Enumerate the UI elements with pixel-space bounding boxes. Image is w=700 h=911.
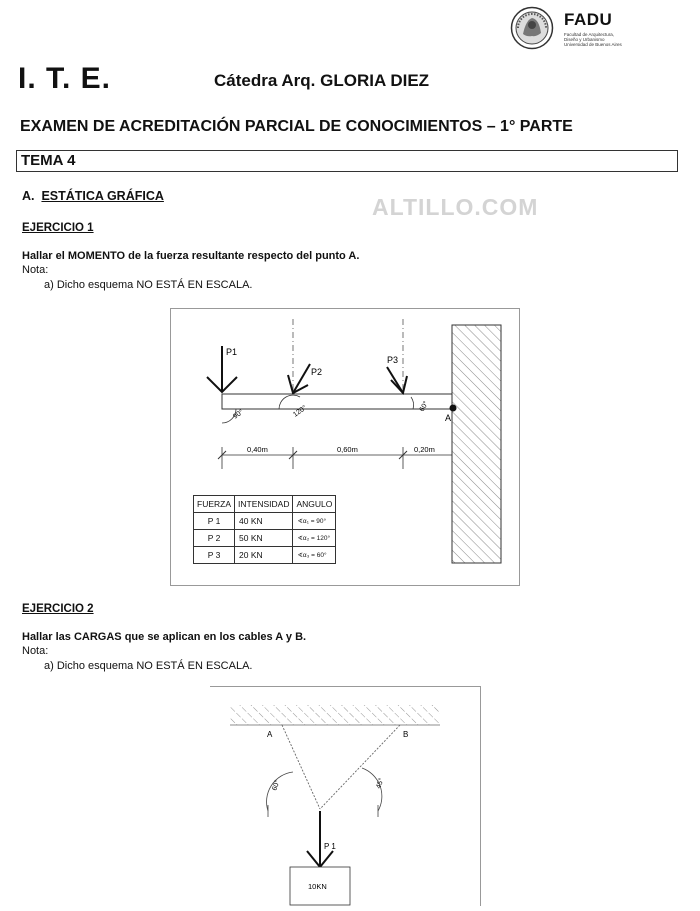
point-a xyxy=(450,405,457,412)
wall xyxy=(452,325,501,563)
label-p1: P1 xyxy=(226,347,238,357)
table-cell: 20 KN xyxy=(235,547,293,564)
exercise1-heading: EJERCICIO 1 xyxy=(22,222,94,234)
exercise1-item: a) Dicho esquema NO ESTÁ EN ESCALA. xyxy=(44,279,253,291)
section-title: ESTÁTICA GRÁFICA xyxy=(41,189,164,203)
table-cell: ∢α₃ = 60° xyxy=(293,547,336,564)
table-cell: ∢α₂ = 120° xyxy=(293,530,336,547)
dimension-label: 0,40m xyxy=(247,445,268,454)
exercise1-figure xyxy=(170,308,520,586)
watermark: ALTILLO.COM xyxy=(372,194,539,220)
chair-name: Cátedra Arq. GLORIA DIEZ xyxy=(214,71,430,90)
load-label: 10KN xyxy=(308,882,327,891)
table-cell: 50 KN xyxy=(235,530,293,547)
exercise1-nota: Nota: xyxy=(22,264,49,276)
label-a: A xyxy=(445,413,452,423)
cable-a xyxy=(282,725,320,809)
table-header: FUERZA xyxy=(194,496,235,513)
exercise2-instruction: Hallar las CARGAS que se aplican en los cables A y B. xyxy=(22,631,307,643)
exercise2-nota: Nota: xyxy=(22,645,49,657)
exercise2-item: a) Dicho esquema NO ESTÁ EN ESCALA. xyxy=(44,660,253,672)
section-prefix: A. xyxy=(22,189,35,203)
table-cell: P 3 xyxy=(194,547,235,564)
label-p2: P2 xyxy=(311,367,323,377)
beam xyxy=(222,394,452,409)
angle-label: 120° xyxy=(292,404,309,419)
logo-name: FADU xyxy=(564,10,613,29)
cable-diagram xyxy=(210,687,480,906)
logo-sub-line: Facultad de Arquitectura, xyxy=(564,32,615,37)
angle-label-b: 45° xyxy=(375,777,386,790)
course-title: I. T. E. xyxy=(18,62,112,95)
angle-arc-a xyxy=(267,772,293,811)
table-row xyxy=(194,513,336,530)
logo-sub-line: Diseño y Urbanismo xyxy=(564,37,605,42)
table-header-row xyxy=(194,496,336,513)
dimension-label: 0,60m xyxy=(337,445,358,454)
angle-label: 90° xyxy=(232,408,245,421)
label-p1: P 1 xyxy=(324,842,336,851)
table-header: INTENSIDAD xyxy=(235,496,293,513)
exercise2-figure xyxy=(210,686,481,906)
label-p3: P3 xyxy=(387,355,399,365)
table-row xyxy=(194,547,336,564)
exercise1-instruction: Hallar el MOMENTO de la fuerza resultante respecto del punto A. xyxy=(22,250,360,262)
university-seal-icon xyxy=(510,6,554,50)
cable-b xyxy=(320,725,400,809)
table-cell: 40 KN xyxy=(235,513,293,530)
label-cable-b: B xyxy=(403,730,409,739)
table-cell: P 2 xyxy=(194,530,235,547)
logo-subtitle xyxy=(564,32,674,47)
section-heading xyxy=(22,189,164,203)
exam-title: EXAMEN DE ACREDITACIÓN PARCIAL DE CONOCIMIENTOS – 1° PARTE xyxy=(20,118,573,135)
exercise2-heading: EJERCICIO 2 xyxy=(22,603,94,615)
ceiling-hatch xyxy=(230,705,440,725)
dimension-label: 0,20m xyxy=(414,445,435,454)
tema-label: TEMA 4 xyxy=(21,152,76,169)
tema-box xyxy=(16,150,678,172)
table-cell: ∢α₁ = 90° xyxy=(293,513,336,530)
table-row xyxy=(194,530,336,547)
table-header: ANGULO xyxy=(293,496,336,513)
angle-label: 60° xyxy=(418,400,431,413)
force-table xyxy=(193,495,336,564)
logo-sub-line: Universidad de Buenos Aires xyxy=(564,42,622,47)
table-cell: P 1 xyxy=(194,513,235,530)
label-cable-a: A xyxy=(267,730,273,739)
fadu-logo xyxy=(510,6,670,56)
angle-label-a: 60° xyxy=(271,779,282,792)
